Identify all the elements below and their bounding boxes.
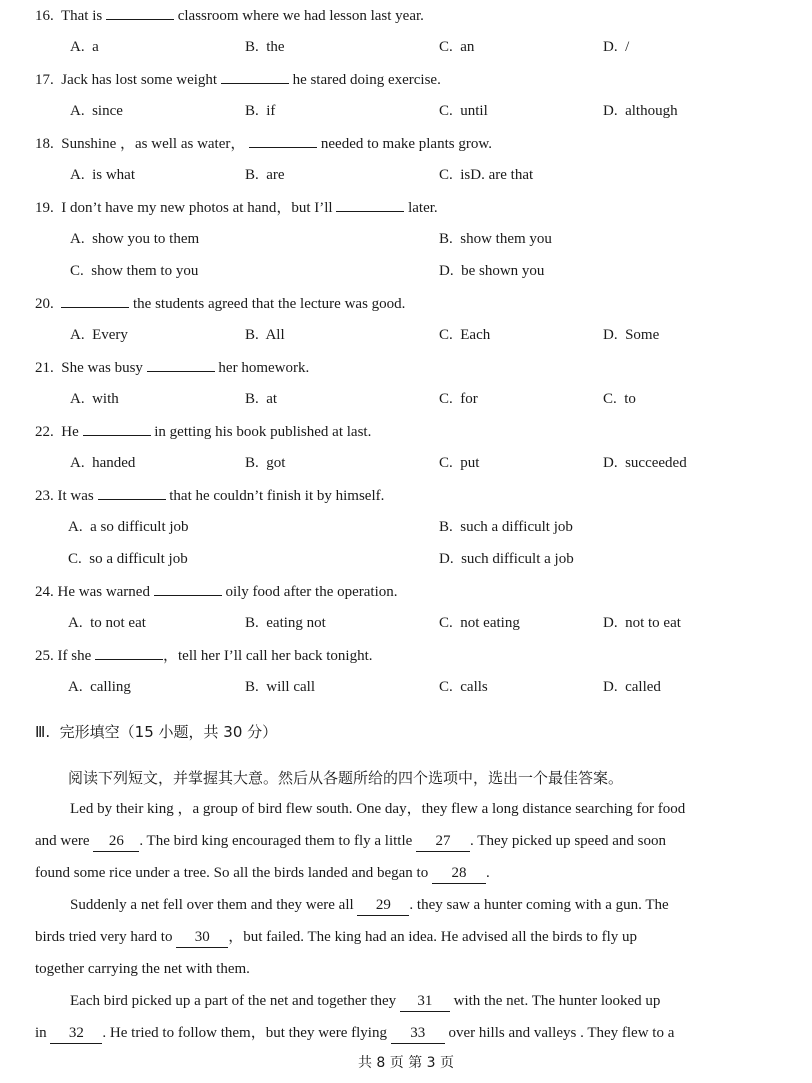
option-b: B. the (245, 39, 285, 55)
question-text: in getting his book published at last. (154, 424, 372, 440)
question-16 (35, 5, 424, 26)
question-text: I don’t have my new photos at hand，but I’ll (61, 200, 333, 216)
question-number: 19. (35, 200, 54, 216)
passage-line: and were 26 . The bird king encouraged them to fly a little 27 . They picked up speed and soon (35, 831, 666, 852)
question-text: He was warned (57, 584, 150, 600)
option-d: D. / (603, 39, 630, 55)
question-text: oily food after the operation. (225, 584, 398, 600)
question-23 (35, 485, 384, 506)
cloze-blank-26: 26 (93, 831, 139, 852)
passage-line: together carrying the net with them. (35, 961, 250, 977)
option-a: A. Every (70, 327, 128, 343)
option-c: C. Each (439, 327, 491, 343)
question-text: She was busy (61, 360, 143, 376)
answer-blank (106, 5, 174, 20)
question-text: classroom where we had lesson last year. (177, 8, 424, 24)
option-b: B. if (245, 103, 276, 119)
question-24 (35, 581, 398, 602)
question-text: That is (60, 8, 103, 24)
question-number: 20. (35, 296, 54, 312)
option-a: A. with (70, 391, 119, 407)
cloze-blank-27: 27 (416, 831, 470, 852)
option-b: B. at (245, 391, 278, 407)
question-text: needed to make plants grow. (320, 136, 492, 152)
option-b: B. show them you (439, 231, 552, 247)
option-c: C. show them to you (70, 263, 199, 279)
option-b: B. are (245, 167, 285, 183)
option-b: B. such a difficult job (439, 519, 573, 535)
cloze-blank-33: 33 (391, 1023, 445, 1044)
option-c: C. isD. are that (439, 167, 534, 183)
answer-blank (83, 421, 151, 436)
option-d: D. not to eat (603, 615, 681, 631)
question-text: If she (57, 648, 92, 664)
section-title: 完形填空（15 小题，共 30 分） (59, 723, 278, 741)
option-c: C. an (439, 39, 475, 55)
section-instruction: 阅读下列短文，并掌握其大意。然后从各题所给的四个选项中，选出一个最佳答案。 (68, 769, 624, 787)
option-d: D. such difficult a job (439, 551, 574, 567)
question-text: Jack has lost some weight (61, 72, 218, 88)
section-heading (35, 722, 277, 742)
cloze-blank-28: 28 (432, 863, 486, 884)
option-a: A. calling (68, 679, 131, 695)
question-text: ，tell her I’ll call her back tonight. (163, 648, 373, 664)
question-19 (35, 197, 438, 218)
option-d: D. called (603, 679, 661, 695)
question-20 (35, 293, 405, 314)
page-footer: 共 8 页 第 3 页 (357, 1055, 455, 1071)
cloze-blank-31: 31 (400, 991, 450, 1012)
option-a: A. is what (70, 167, 136, 183)
option-d: D. Some (603, 327, 660, 343)
answer-blank (221, 69, 289, 84)
option-c: C. not eating (439, 615, 520, 631)
section-roman: Ⅲ. (35, 723, 51, 741)
question-number: 21. (35, 360, 54, 376)
passage-line: Each bird picked up a part of the net and together they 31 with the net. The hunter looked up (70, 991, 660, 1012)
question-number: 23. (35, 488, 54, 504)
passage-line: found some rice under a tree. So all the birds landed and began to 28 . (35, 863, 490, 884)
passage-line: birds tried very hard to 30 ，but failed. The king had an idea. He advised all the birds to fly up (35, 927, 637, 948)
option-c: C. put (439, 455, 480, 471)
question-text: He (61, 424, 79, 440)
question-17 (35, 69, 441, 90)
answer-blank (147, 357, 215, 372)
option-c: C. so a difficult job (68, 551, 188, 567)
question-number: 25. (35, 648, 54, 664)
question-21 (35, 357, 309, 378)
option-c: C. calls (439, 679, 488, 695)
question-18 (35, 133, 492, 154)
question-number: 18. (35, 136, 54, 152)
option-b: B. eating not (245, 615, 326, 631)
cloze-blank-32: 32 (50, 1023, 102, 1044)
question-text: that he couldn’t finish it by himself. (169, 488, 385, 504)
option-a: A. a so difficult job (68, 519, 189, 535)
answer-blank (95, 645, 163, 660)
question-number: 17. (35, 72, 54, 88)
passage-line: Suddenly a net fell over them and they were all 29 . they saw a hunter coming with a gun. The (70, 895, 669, 916)
option-b: B. All (245, 327, 285, 343)
question-number: 22. (35, 424, 54, 440)
question-text: he stared doing exercise. (292, 72, 441, 88)
option-b: B. got (245, 455, 286, 471)
option-b: B. will call (245, 679, 316, 695)
question-22 (35, 421, 371, 442)
answer-blank (98, 485, 166, 500)
question-text: the students agreed that the lecture was good. (133, 296, 406, 312)
answer-blank (154, 581, 222, 596)
question-25 (35, 645, 373, 666)
option-a: A. to not eat (68, 615, 146, 631)
cloze-blank-29: 29 (357, 895, 409, 916)
answer-blank (336, 197, 404, 212)
question-number: 16. (35, 8, 54, 24)
option-d: D. be shown you (439, 263, 545, 279)
question-text: Sunshine ，as well as water， (61, 136, 246, 152)
option-d: C. to (603, 391, 636, 407)
answer-blank (249, 133, 317, 148)
passage-line: in 32 . He tried to follow them，but they were flying 33 over hills and valleys . They flew to a (35, 1023, 674, 1044)
passage-line: Led by their king ，a group of bird flew south. One day，they flew a long distance searching for food (70, 801, 686, 817)
cloze-blank-30: 30 (176, 927, 228, 948)
option-c: C. for (439, 391, 478, 407)
question-text: It was (57, 488, 94, 504)
option-d: D. succeeded (603, 455, 687, 471)
option-a: A. handed (70, 455, 136, 471)
option-a: A. a (70, 39, 99, 55)
option-a: A. show you to them (70, 231, 200, 247)
option-d: D. although (603, 103, 678, 119)
question-text: her homework. (218, 360, 310, 376)
option-c: C. until (439, 103, 488, 119)
question-text: later. (408, 200, 438, 216)
answer-blank (61, 293, 129, 308)
option-a: A. since (70, 103, 123, 119)
question-number: 24. (35, 584, 54, 600)
